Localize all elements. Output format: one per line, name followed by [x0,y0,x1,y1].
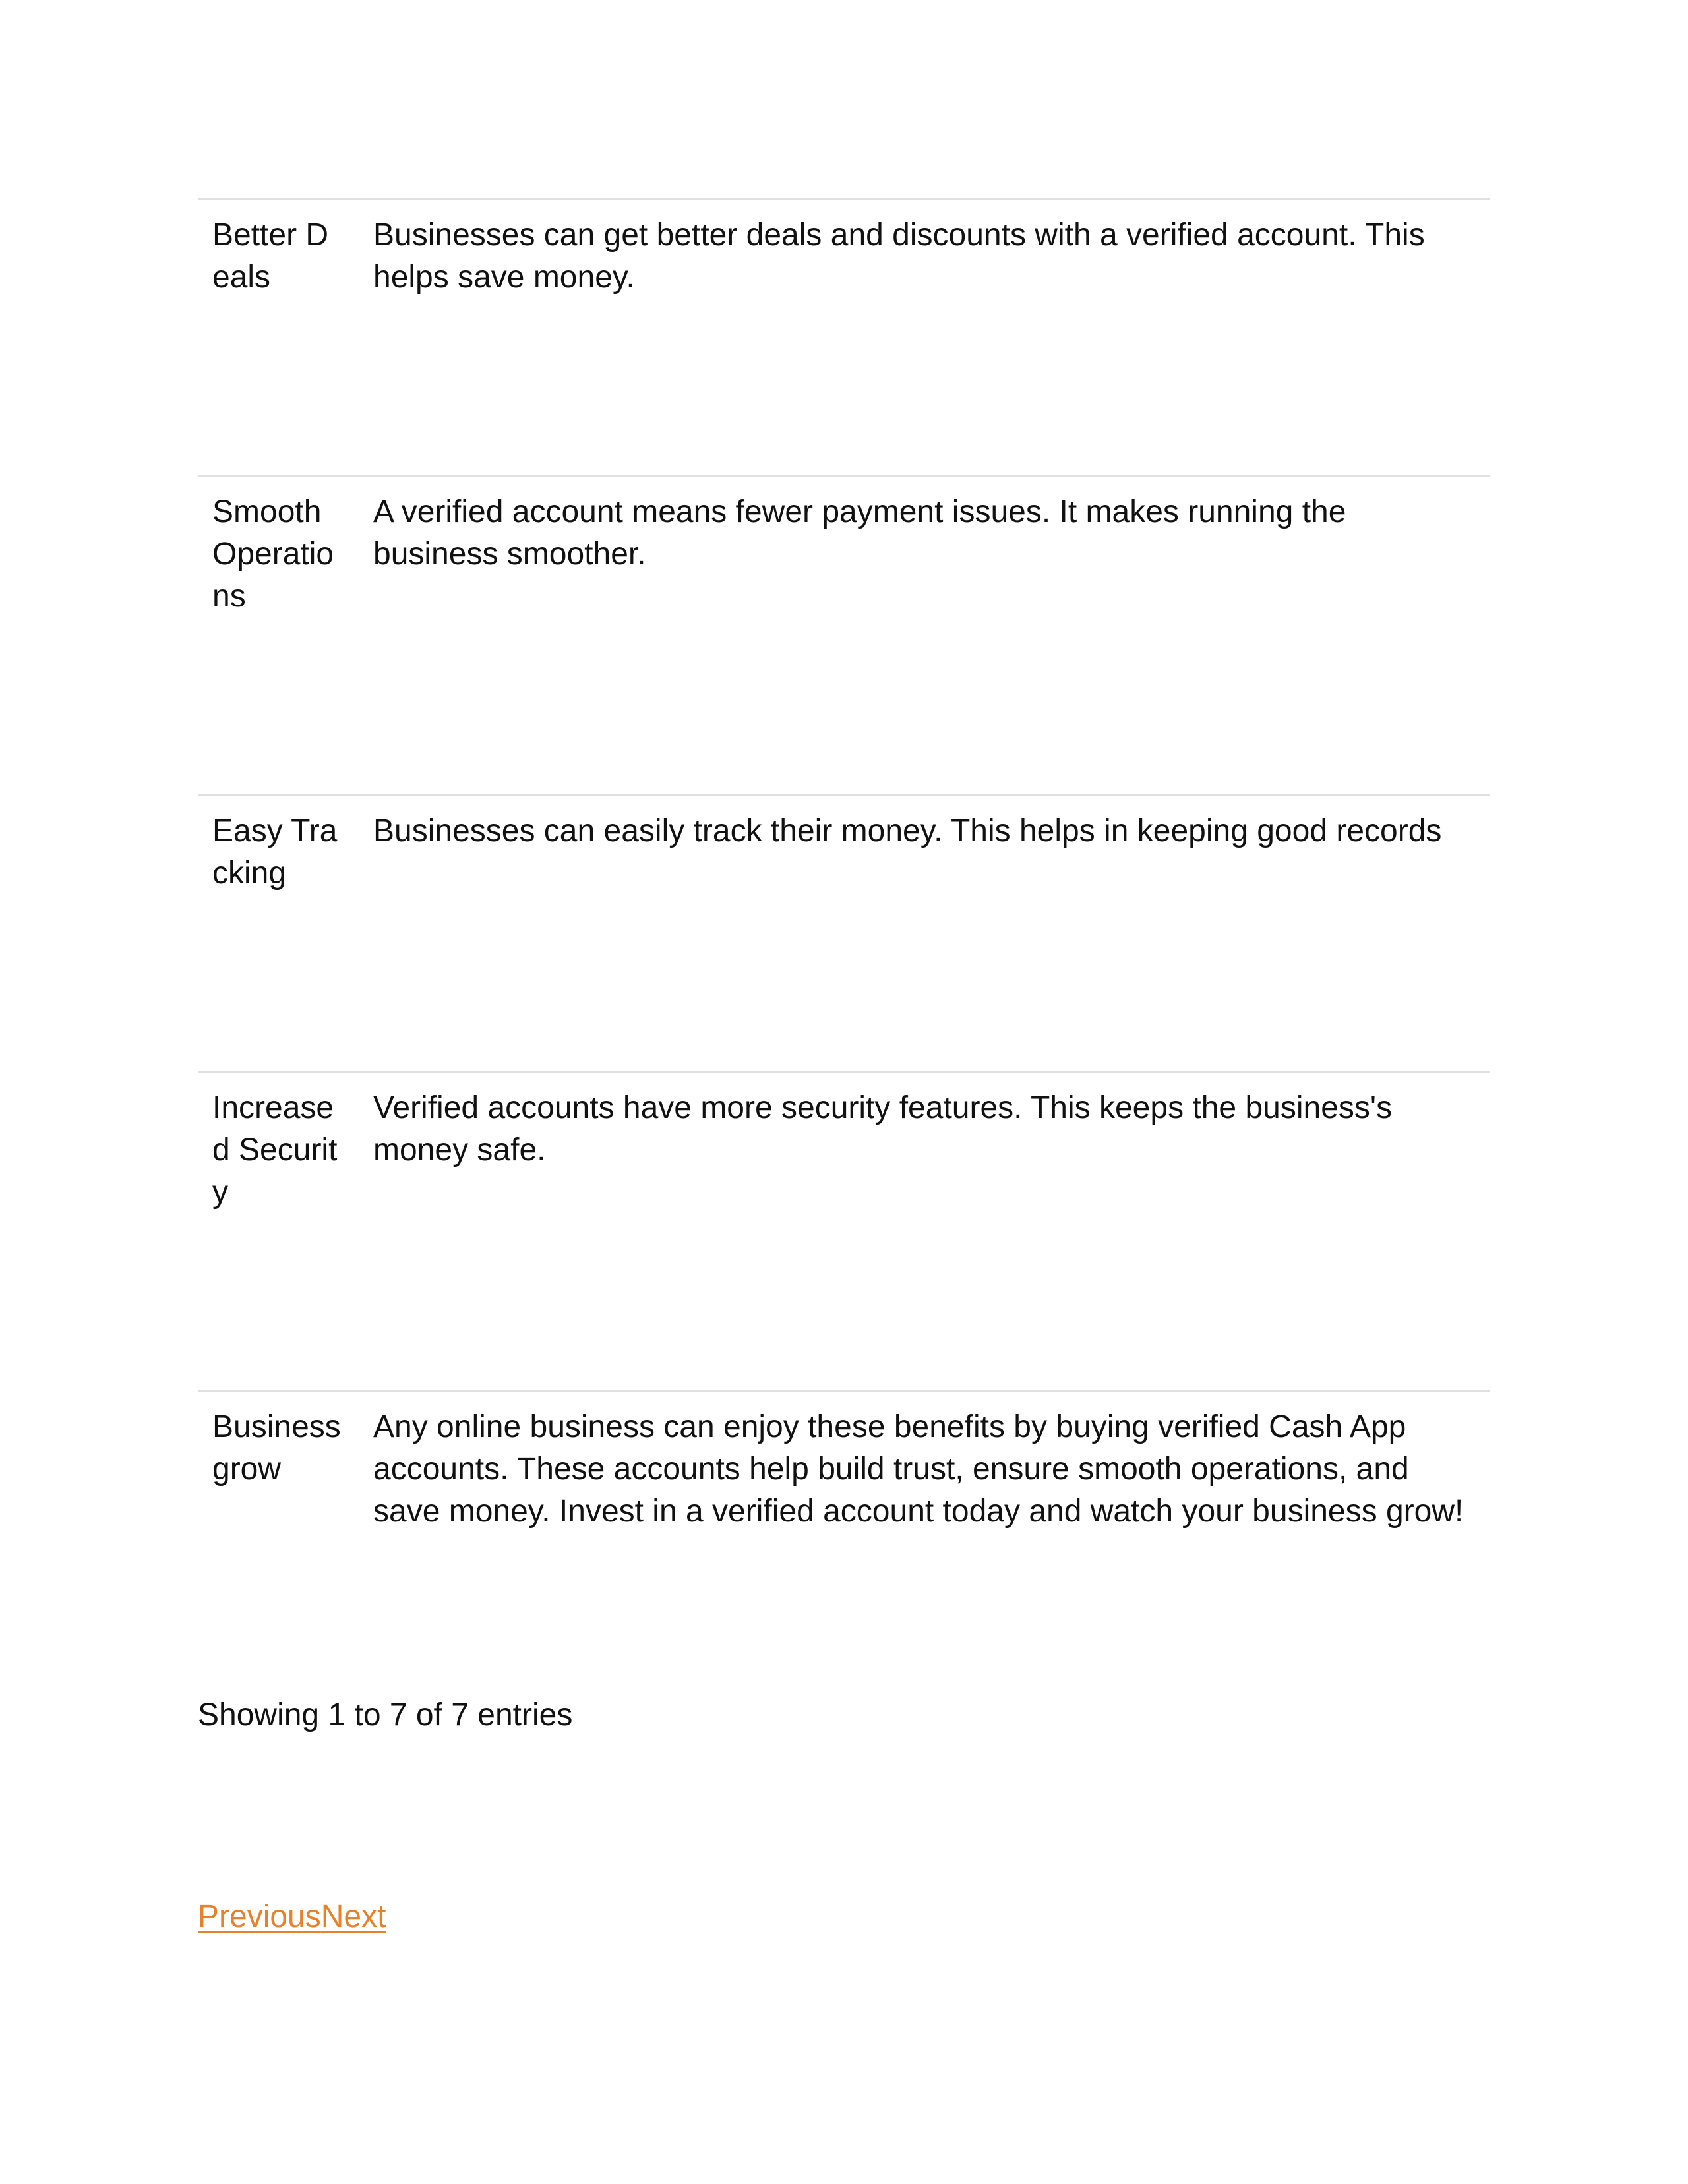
row-label: Business grow [198,1391,359,1565]
content-area [198,198,1490,1565]
table-row [198,1391,1490,1565]
table-row [198,476,1490,795]
row-description: Any online business can enjoy these benefits by buying verified Cash App accounts. These accounts help build trust, ensure smooth operations, and save money. Invest in a verified account today and watch your business grow! [359,1391,1490,1565]
row-label: Easy Tracking [198,795,359,1072]
row-label: Better Deals [198,199,359,476]
row-description: Verified accounts have more security features. This keeps the business's money safe. [359,1072,1490,1391]
benefits-table [198,198,1490,1565]
next-link[interactable]: Next [320,1899,386,1934]
row-description: Businesses can get better deals and discounts with a verified account. This helps save money. [359,199,1490,476]
table-row [198,1072,1490,1391]
table-row [198,199,1490,476]
pagination [198,1896,386,1938]
row-description: A verified account means fewer payment issues. It makes running the business smoother. [359,476,1490,795]
row-description: Businesses can easily track their money. This helps in keeping good records [359,795,1490,1072]
row-label: Smooth Operations [198,476,359,795]
previous-link[interactable]: Previous [198,1899,321,1934]
table-info: Showing 1 to 7 of 7 entries [198,1697,573,1732]
table-row [198,795,1490,1072]
row-label: Increased Security [198,1072,359,1391]
